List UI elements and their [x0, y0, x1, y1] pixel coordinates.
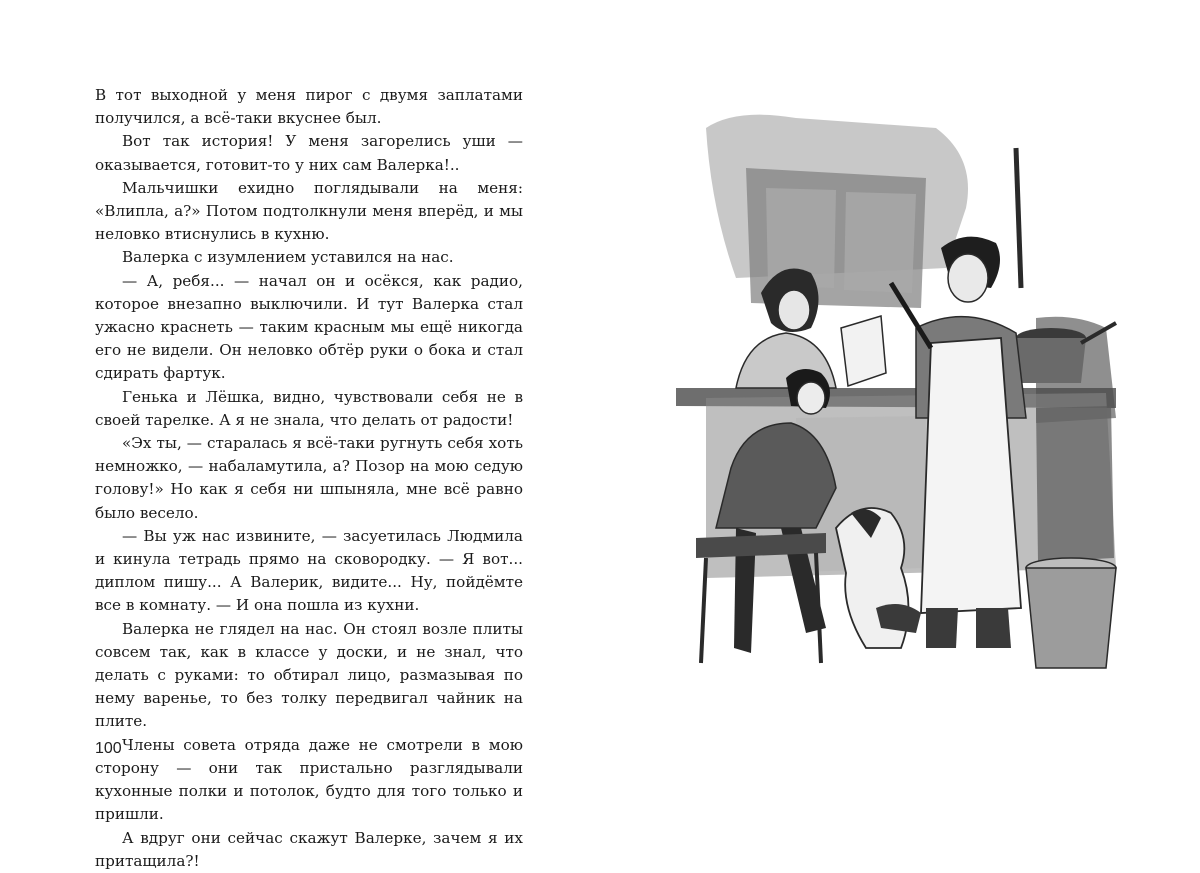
paragraph-7: «Эх ты, — старалась я всё-таки ругнуть себя хоть немножко, — набаламутила, а? Позор на мою седую голову!» Но как я себя ни шпыняла, мне всё равно было весело. — [95, 434, 523, 522]
kitchen-scene-drawing — [676, 88, 1126, 673]
paragraph-2: Вот так история! У меня загорелись уши — оказывается, готовит-то у них сам Валерка!.. — [95, 132, 523, 174]
paragraph-10: Члены совета отряда даже не смотрели в мою сторону — они так пристально разглядывали кухонные полки и потолок, будто для того только и пришли. — [95, 735, 523, 824]
paragraph-8: — Вы уж нас извините, — засуетилась Людмила и кинула тетрадь прямо на сковородку. — Я вот... диплом пишу... А Валерик, видите... Ну, пойдёмте все в комнату. — И она пошла из кухни. — [95, 526, 523, 615]
text-column — [95, 84, 523, 873]
paragraph-1: В тот выходной у меня пирог с двумя заплатами получился, а всё-таки вкуснее был. — [95, 86, 523, 128]
page-number: 100 — [95, 740, 122, 757]
paragraph-3: Мальчишки ехидно поглядывали на меня: «Влипла, а?» Потом подтолкнули меня вперёд, и мы неловко втиснулись в кухню. — [95, 178, 523, 244]
paragraph-9: Валерка не глядел на нас. Он стоял возле плиты совсем так, как в классе у доски, и не знал, что делать с руками: то обтирал лицо, размазывая по нему варенье, то без толку передвигал чайник на плите. — [95, 619, 523, 731]
paragraph-11: А вдруг они сейчас скажут Валерке, зачем я их притащила?! — [95, 828, 523, 870]
bucket — [1026, 558, 1116, 668]
paragraph-4: Валерка с изумлением уставился на нас. — [122, 248, 454, 267]
paragraph-6: Генька и Лёшка, видно, чувствовали себя не в своей тарелке. А я не знала, что делать от радости! — [95, 387, 523, 429]
paragraph-5: — А, ребя... — начал он и осёкся, как радио, которое внезапно выключили. И тут Валерка стал ужасно краснеть — таким красным мы ещё никогда его не видели. Он неловко обтёр руки о бока и стал сдирать фартук. — [95, 271, 523, 383]
kitchen-illustration — [676, 88, 1126, 673]
